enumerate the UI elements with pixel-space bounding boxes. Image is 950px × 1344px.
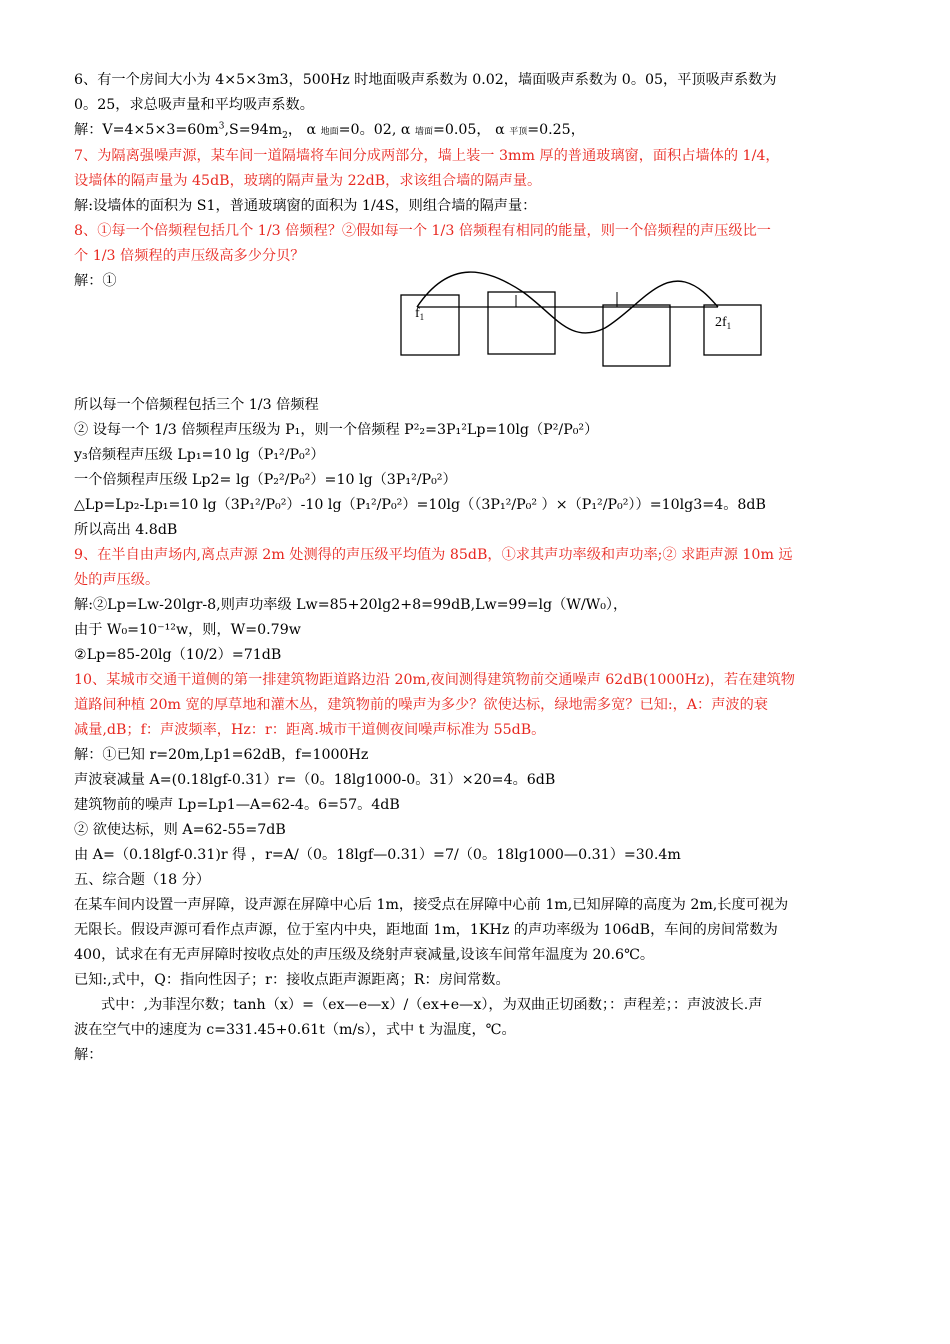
band-box-3 — [603, 305, 670, 366]
q8-line-l2: ② 设每一个 1/3 倍频程声压级为 P₁，则一个倍频程 P²₂=3P₁²Lp=10lg（P²/P₀²） — [74, 422, 599, 438]
part5-para-3: 400，试求在有无声屏障时按收点处的声压级及绕射声衰减量,设该车间常年温度为 20.6℃。 — [74, 947, 655, 963]
q6-sol-sub4: 平顶 — [509, 127, 528, 137]
q7-line1: 7、为隔离强噪声源，某车间一道隔墙将车间分成两部分，墙上装一 3mm 厚的普通玻璃窗，面积占墙体的 1/4， — [74, 148, 780, 164]
q6-line2: 0。25，求总吸声量和平均吸声系数。 — [74, 97, 314, 113]
q10-line3: 减量,dB；f：声波频率，Hz：r：距离.城市干道侧夜间噪声标准为 55dB。 — [74, 722, 546, 738]
label-f1: $f_1$ — [415, 306, 425, 322]
band-box-2 — [488, 292, 555, 354]
q6-sol-b: ,S=94m — [224, 122, 283, 138]
q9-line2: 处的声压级。 — [74, 572, 160, 588]
part5-para-1: 在某车间内设置一声屏障，设声源在屏障中心后 1m，接受点在屏障中心前 1m,已知屏障的高度为 2m,长度可视为 — [74, 897, 789, 913]
wave-curve — [417, 272, 718, 333]
q6-sol-c: ， α — [287, 122, 321, 138]
band-box-4 — [704, 305, 761, 355]
q8-line1: 8、①每一个倍频程包括几个 1/3 倍频程？②假如每一个 1/3 倍频程有相同的能量，则一个倍频程的声压级比一 — [74, 223, 771, 239]
q10-line2: 道路间种植 20m 宽的厚草地和灌木丛，建筑物前的噪声为多少？欲使达标，绿地需多宽？已知:，A：声波的衰 — [74, 697, 768, 713]
octave-band-diagram — [395, 270, 770, 370]
q10-line1: 10、某城市交通干道侧的第一排建筑物距道路边沿 20m,夜间测得建筑物前交通噪声 62dB(1000Hz)，若在建筑物 — [74, 672, 795, 688]
q8-line-l3: y₃倍频程声压级 Lp₁=10 lg（P₁²/P₀²） — [74, 447, 325, 463]
q10-solution-5: 由 A=（0.18lgf-0.31)r 得 ，r=A/（0。18lgf—0.31）=7/（0。18lg1000—0.31）=30.4m — [74, 847, 681, 863]
q6-solution — [74, 120, 894, 142]
q8-line-l4: 一个倍频程声压级 Lp2= lg（P₂²/P₀²）=10 lg（3P₁²/P₀²） — [74, 472, 457, 488]
q8-line2: 个 1/3 倍频程的声压级高多少分贝？ — [74, 248, 305, 264]
q10-solution-2: 声波衰减量 A=(0.18lgf-0.31）r=（0。18lg1000-0。31）×20=4。6dB — [74, 772, 556, 788]
part5-para-4: 已知:,式中，Q：指向性因子；r：接收点距声源距离；R：房间常数。 — [74, 972, 510, 988]
q6-sol-sup: 3 — [218, 121, 225, 132]
label-2f1: $2f_1$ — [715, 315, 732, 331]
q9-solution-3: ②Lp=85-20lg（10/2）=71dB — [74, 647, 282, 663]
q7-solution: 解:设墙体的面积为 S1，普通玻璃窗的面积为 1/4S，则组合墙的隔声量： — [74, 198, 537, 214]
q8-solution-start: 解：① — [74, 273, 117, 289]
q9-line1: 9、在半自由声场内,离点声源 2m 处测得的声压级平均值为 85dB，①求其声功率级和声功率;② 求距声源 10m 远 — [74, 547, 793, 563]
q10-solution-3: 建筑物前的噪声 Lp=Lp1—A=62-4。6=57。4dB — [74, 797, 400, 813]
q7-line2: 设墙体的隔声量为 45dB，玻璃的隔声量为 22dB，求该组合墙的隔声量。 — [74, 173, 542, 189]
q6-sol-e: =0.05， α — [432, 122, 510, 138]
part5-heading: 五、综合题（18 分） — [74, 872, 211, 888]
q6-sol-f: =0.25， — [527, 122, 585, 138]
part5-para-5: 式中：,为菲涅尔数；tanh（x）=（ex—e—x）/（ex+e—x），为双曲正切函数；：声程差；：声波波长.声 — [74, 997, 763, 1013]
q8-line-l6: 所以高出 4.8dB — [74, 522, 178, 538]
q10-solution-1: 解：①已知 r=20m,Lp1=62dB，f=1000Hz — [74, 747, 369, 763]
q9-solution-1: 解:②Lp=Lw-20lgr-8,则声功率级 Lw=85+20lg2+8=99dB,Lw=99=lg（W/W₀）， — [74, 597, 628, 613]
q6-sol-sub2: 地面 — [320, 127, 339, 137]
part5-para-2: 无限长。假设声源可看作点声源，位于室内中央，距地面 1m，1KHz 的声功率级为 106dB，车间的房间常数为 — [74, 922, 778, 938]
q6-sol-sub3: 墙面 — [414, 127, 433, 137]
band-box-1 — [401, 295, 459, 355]
q8-conclusion1: 所以每一个倍频程包括三个 1/3 倍频程 — [74, 397, 319, 413]
part5-para-6: 波在空气中的速度为 c=331.45+0.61t（m/s），式中 t 为温度，℃。 — [74, 1022, 516, 1038]
q6-sol-a: 解：V=4×5×3=60m — [74, 122, 219, 138]
q9-solution-2: 由于 W₀=10⁻¹²w，则，W=0.79w — [74, 622, 301, 638]
q6-sol-sub: 2 — [282, 130, 288, 141]
q10-solution-4: ② 欲使达标，则 A=62-55=7dB — [74, 822, 286, 838]
q6-sol-d: =0。02, α — [338, 122, 415, 138]
q8-line-l5: △Lp=Lp₂-Lp₁=10 lg（3P₁²/P₀²）-10 lg（P₁²/P₀²）=10lg（（3P₁²/P₀² ）×（P₁²/P₀²））=10lg3=4。8dB — [74, 497, 766, 513]
part5-solution-label: 解： — [74, 1047, 103, 1063]
q6-line1: 6、有一个房间大小为 4×5×3m3，500Hz 时地面吸声系数为 0.02，墙面吸声系数为 0。05，平顶吸声系数为 — [74, 72, 777, 88]
